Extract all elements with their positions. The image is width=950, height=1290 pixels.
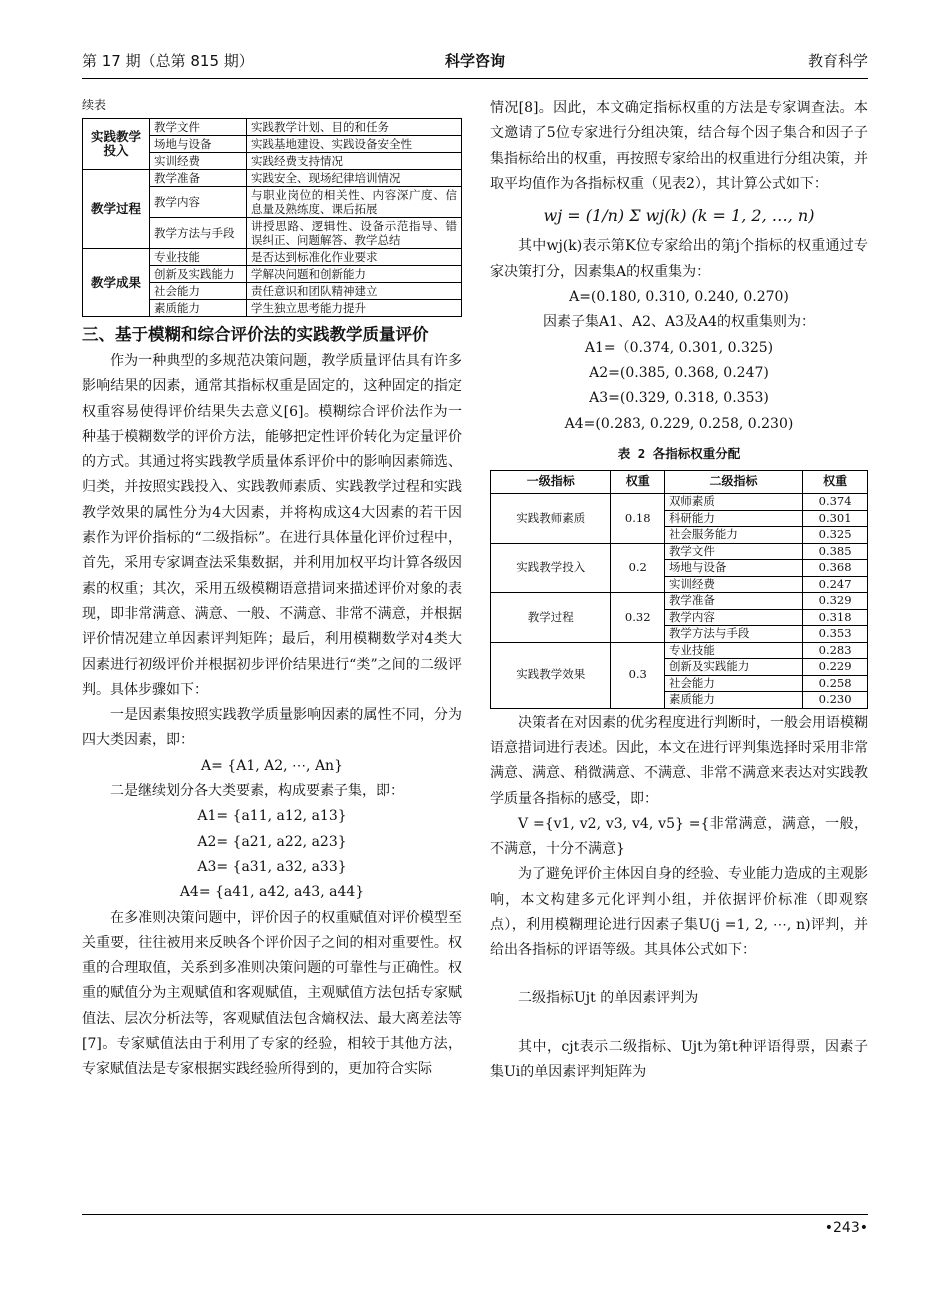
- column-header: 权重: [803, 471, 868, 494]
- table-header-row: [491, 471, 868, 494]
- table-cell: 责任意识和团队精神建立: [247, 283, 462, 300]
- table-cell: 实践基地建设、实践设备安全性: [247, 136, 462, 153]
- table-cell: 教学内容: [664, 609, 802, 626]
- paragraph: 其中，cjt表示二级指标、Ujt为第t种评语得票，因素子集Ui的单因素评判矩阵为: [490, 1038, 868, 1081]
- table-cell: 专业技能: [664, 642, 802, 659]
- table-cell: 教学方法与手段: [664, 626, 802, 643]
- table2: [490, 470, 868, 709]
- group-weight: 0.3: [611, 642, 664, 708]
- table2-caption: 表 2 各指标权重分配: [617, 445, 741, 461]
- table-cell: 0.353: [803, 626, 868, 643]
- table-cell: 教学方法与手段: [150, 218, 247, 249]
- equation: 因素子集A1、A2、A3及A4的权重集则为：: [542, 314, 816, 331]
- table-cell: 实践安全、现场纪律培训情况: [247, 170, 462, 187]
- page-number: •243•: [824, 1220, 868, 1236]
- table-cell: 创新及实践能力: [150, 266, 247, 283]
- table-cell: 0.301: [803, 510, 868, 527]
- table-cell: 教学内容: [150, 187, 247, 218]
- group-cell: 实践教学效果: [491, 642, 611, 708]
- group-cell: 教学过程: [83, 170, 150, 249]
- table-cell: 实训经费: [664, 576, 802, 593]
- table-cell: 学解决问题和创新能力: [247, 266, 462, 283]
- table-cell: 0.374: [803, 494, 868, 511]
- group-cell: 实践教师素质: [491, 494, 611, 544]
- table-cell: 教学文件: [150, 119, 247, 136]
- issue-label: 第 17 期（总第 815 期）: [82, 52, 254, 70]
- group-weight: 0.18: [611, 494, 664, 544]
- paragraph: 其中wj(k)表示第K位专家给出的第j个指标的权重通过专家决策打分，因素集A的权重集为：: [490, 238, 868, 280]
- paragraph: 为了避免评价主体因自身的经验、专业能力造成的主观影响，本文构建多元化评判小组，并依据评价标准（即观察点），利用模糊理论进行因素子集U(j =1, 2, ⋯, n)评判，并给出各指标的评语等级。其具体公式如下：: [490, 866, 868, 959]
- table-cell: 0.229: [803, 659, 868, 676]
- table-cell: 科研能力: [664, 510, 802, 527]
- group-cell: 教学过程: [491, 593, 611, 643]
- header-rule: [82, 78, 868, 79]
- table-cell: 是否达到标准化作业要求: [247, 249, 462, 266]
- table-row: [491, 543, 868, 560]
- table-cell: 0.325: [803, 527, 868, 544]
- equation: A4=(0.283, 0.229, 0.258, 0.230): [564, 415, 794, 432]
- section-label: 教育科学: [807, 52, 868, 70]
- equation: A=(0.180, 0.310, 0.240, 0.270): [569, 289, 789, 306]
- table-cell: 场地与设备: [150, 136, 247, 153]
- weight-formula: wj = (1/n) Σ wj(k) (k = 1, 2, …, n): [543, 206, 815, 226]
- paragraph: 二是继续划分各大类要素，构成要素子集，即：: [110, 783, 404, 800]
- table-row: [83, 119, 462, 136]
- paragraph: 二级指标Ujt 的单因素评判为: [518, 989, 699, 1006]
- table-row: [83, 249, 462, 266]
- equation: A1= {a11, a12, a13}: [197, 808, 347, 825]
- table-cell: 社会能力: [150, 283, 247, 300]
- group-cell: 实践教学投入: [83, 119, 150, 170]
- table-cell: 学生独立思考能力提升: [247, 300, 462, 317]
- paragraph: 一是因素集按照实践教学质量影响因素的属性不同，分为四大类因素，即：: [82, 707, 462, 749]
- equation: A3= {a31, a32, a33}: [197, 858, 347, 875]
- table-cell: 实训经费: [150, 153, 247, 170]
- group-weight: 0.32: [611, 593, 664, 643]
- table-cell: 双师素质: [664, 494, 802, 511]
- table-cell: 教学准备: [664, 593, 802, 610]
- equation: A4= {a41, a42, a43, a44}: [179, 884, 365, 901]
- group-weight: 0.2: [611, 543, 664, 593]
- table-cell: 0.318: [803, 609, 868, 626]
- paragraph: V ={v1, v2, v3, v4, v5} ={非常满意，满意，一般，不满意，十分不满意}: [490, 815, 868, 858]
- table1: [82, 118, 462, 317]
- table-row: [83, 170, 462, 187]
- table-cell: 0.385: [803, 543, 868, 560]
- table-cell: 社会能力: [664, 675, 802, 692]
- table-cell: 场地与设备: [664, 560, 802, 577]
- table-cell: 专业技能: [150, 249, 247, 266]
- equation: A1=（0.374, 0.301, 0.325): [584, 339, 774, 356]
- table-cell: 素质能力: [150, 300, 247, 317]
- paragraph: 在多准则决策问题中，评价因子的权重赋值对评价模型至关重要，往往被用来反映各个评价因子之间的相对重要性。权重的合理取值，关系到多准则决策问题的可靠性与正确性。权重的赋值分为主观赋值和客观赋值，主观赋值方法包括专家赋值法、层次分析法等，客观赋值法包含熵权法、最大离差法等[7]。专家赋值法由于利用了专家的经验，相较于其他方法，专家赋值法是专家根据实践经验所得到的，更加符合实际: [82, 909, 462, 1078]
- table-cell: 实践经费支持情况: [247, 153, 462, 170]
- table-row: [491, 593, 868, 610]
- group-cell: 实践教学投入: [491, 543, 611, 593]
- right-column: [490, 96, 868, 1086]
- equation: A2= {a21, a22, a23}: [197, 833, 347, 850]
- table-row: [491, 642, 868, 659]
- table-cell: 0.230: [803, 692, 868, 709]
- equation: A2=(0.385, 0.368, 0.247): [589, 364, 769, 381]
- column-header: 权重: [611, 471, 664, 494]
- group-cell: 教学成果: [83, 249, 150, 317]
- paragraph: 情况[8]。因此，本文确定指标权重的方法是专家调查法。本文邀请了5位专家进行分组决策，结合每个因子集合和因子子集指标给出的权重，再按照专家给出的权重进行分组决策，并取平均值作为各指标权重（见表2），其计算公式如下：: [490, 100, 868, 192]
- table-cell: 0.247: [803, 576, 868, 593]
- footer-rule: [82, 1214, 868, 1215]
- column-header: 一级指标: [491, 471, 611, 494]
- table-cell: 0.258: [803, 675, 868, 692]
- table-row: [491, 494, 868, 511]
- table-cell: 0.368: [803, 560, 868, 577]
- table-cell: 创新及实践能力: [664, 659, 802, 676]
- left-column: [82, 96, 462, 1083]
- table-cell: 与职业岗位的相关性、内容深广度、信息量及熟练度、课后拓展: [247, 187, 462, 218]
- table-cell: 社会服务能力: [664, 527, 802, 544]
- running-header: [82, 50, 868, 78]
- paragraph: 作为一种典型的多规范决策问题，教学质量评估具有许多影响结果的因素，通常其指标权重是固定的，这种固定的指定权重容易使得评价结果失去意义[6]。模糊综合评价法作为一种基于模糊数学的评价方法，能够把定性评价转化为定量评价的方式。其通过将实践教学质量体系评价中的影响因素筛选、归类，并按照实践投入、实践教师素质、实践教学过程和实践教学效果的属性分为4大因素，并将构成这4大因素的若干因素作为评价指标的“二级指标”。在进行具体量化评价过程中，首先，采用专家调查法采集数据，并利用加权平均计算各级因素的权重；其次，采用五级模糊语意措词来描述评价对象的表现，即非常满意、满意、一般、不满意、非常不满意，并根据评价情况建立单因素评判矩阵；最后，利用模糊数学对4类大因素进行初级评价并根据初步评价结果进行“类”之间的二级评判。具体步骤如下：: [82, 353, 462, 698]
- table-cell: 0.329: [803, 593, 868, 610]
- journal-title: 科学咨询: [444, 52, 505, 70]
- table-cell: 教学文件: [664, 543, 802, 560]
- table-cell: 实践教学计划、目的和任务: [247, 119, 462, 136]
- equation: A3=(0.329, 0.318, 0.353): [589, 390, 769, 407]
- section-heading: 三、基于模糊和综合评价法的实践教学质量评价: [82, 325, 429, 344]
- table-cell: 讲授思路、逻辑性、设备示范指导、错误纠正、问题解答、教学总结: [247, 218, 462, 249]
- table-cell: 0.283: [803, 642, 868, 659]
- table1-caption: 续表: [82, 98, 107, 112]
- paragraph: 决策者在对因素的优劣程度进行判断时，一般会用语模糊语意措词进行表述。因此，本文在进行评判集选择时采用非常满意、满意、稍微满意、不满意、非常不满意来表达对实践教学质量各指标的感受，即：: [490, 714, 868, 807]
- column-header: 二级指标: [664, 471, 802, 494]
- equation: A= {A1, A2, ⋯, An}: [201, 757, 343, 774]
- table-cell: 教学准备: [150, 170, 247, 187]
- table-cell: 素质能力: [664, 692, 802, 709]
